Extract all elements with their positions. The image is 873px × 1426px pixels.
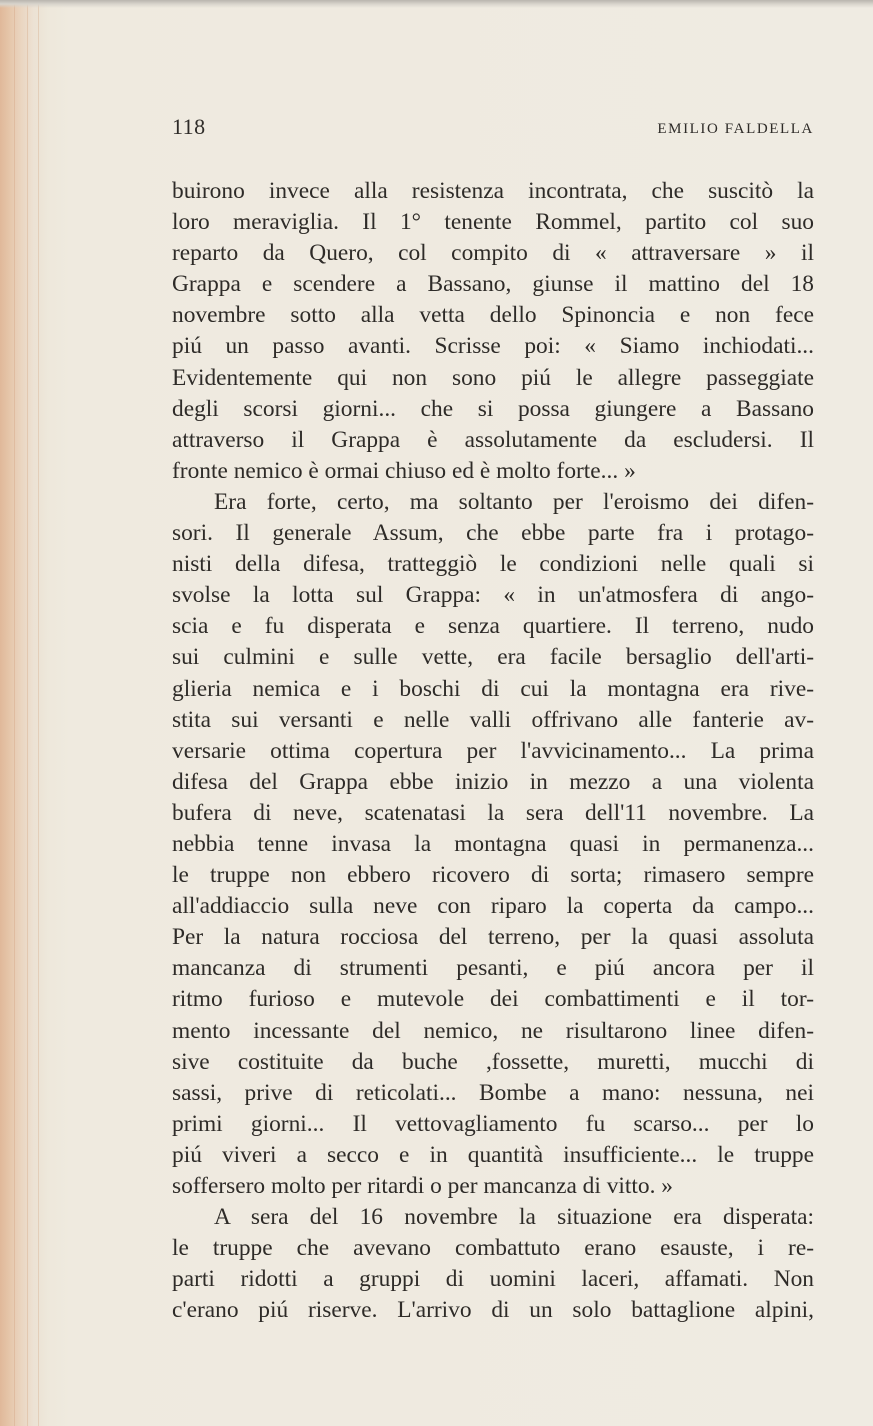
page-gutter-shadow: [0, 0, 48, 1426]
text-line: A sera del 16 novembre la situazione era disperata:: [214, 1204, 814, 1231]
text-line: difesa del Grappa ebbe inizio in mezzo a una violenta: [172, 768, 814, 795]
text-line: degli scorsi giorni... che si possa giungere a Bassano: [172, 395, 814, 422]
text-line: Per la natura rocciosa del terreno, per la quasi assoluta: [172, 924, 814, 951]
text-line: bufera di neve, scatenatasi la sera dell'11 novembre. La: [172, 799, 814, 826]
text-line: fronte nemico è ormai chiuso ed è molto forte... »: [172, 457, 636, 484]
text-line: buirono invece alla resistenza incontrata, che suscitò la: [172, 178, 814, 204]
page-number: 118: [172, 114, 206, 139]
body-text: [172, 176, 814, 1326]
text-line: mento incessante del nemico, ne risultarono linee difen-: [172, 1017, 814, 1044]
text-line: Evidentemente qui non sono piú le allegre passeggiate: [172, 364, 814, 391]
text-line: scia e fu disperata e senza quartiere. Il terreno, nudo: [172, 613, 814, 640]
text-line: parti ridotti a gruppi di uomini laceri, affamati. Non: [172, 1266, 814, 1293]
text-line: soffersero molto per ritardi o per mancanza di vitto. »: [172, 1173, 674, 1199]
text-line: c'erano piú riserve. L'arrivo di un solo battaglione alpini,: [172, 1297, 814, 1324]
page-top-edge: [0, 0, 873, 8]
running-head-author: EMILIO FALDELLA: [657, 121, 814, 137]
text-line: all'addiaccio sulla neve con riparo la coperta da campo...: [172, 893, 814, 920]
text-line: reparto da Quero, col compito di « attraversare » il: [172, 240, 814, 267]
gutter-line: [27, 0, 28, 1426]
text-line: svolse la lotta sul Grappa: « in un'atmosfera di ango-: [172, 582, 814, 609]
text-line: stita sui versanti e nelle valli offrivano alle fanterie av-: [172, 706, 814, 733]
text-line: attraverso il Grappa è assolutamente da escludersi. Il: [172, 426, 814, 453]
text-line: versarie ottima copertura per l'avvicinamento... La prima: [172, 737, 814, 764]
text-line: le truppe non ebbero ricovero di sorta; rimasero sempre: [172, 862, 814, 889]
running-head: [172, 112, 814, 142]
text-line: piú viveri a secco e in quantità insufficiente... le truppe: [172, 1141, 814, 1168]
gutter-line: [14, 0, 15, 1426]
text-line: sassi, prive di reticolati... Bombe a mano: nessuna, nei: [172, 1079, 814, 1106]
text-line: sive costituite da buche ,fossette, muretti, mucchi di: [172, 1048, 814, 1075]
text-line: sui culmini e sulle vette, era facile bersaglio dell'arti-: [172, 644, 814, 671]
text-line: primi giorni... Il vettovagliamento fu scarso... per lo: [172, 1110, 814, 1137]
text-line: novembre sotto alla vetta dello Spinoncia e non fece: [172, 302, 814, 329]
text-line: le truppe che avevano combattuto erano esauste, i re-: [172, 1235, 814, 1262]
text-line: sori. Il generale Assum, che ebbe parte fra i protago-: [172, 520, 814, 547]
text-line: nisti della difesa, tratteggiò le condizioni nelle quali si: [172, 551, 814, 578]
text-line: mancanza di strumenti pesanti, e piú ancora per il: [172, 955, 814, 982]
gutter-line: [38, 0, 39, 1426]
text-line: ritmo furioso e mutevole dei combattimenti e il tor-: [172, 986, 814, 1013]
text-line: Era forte, certo, ma soltanto per l'eroismo dei difen-: [214, 488, 814, 515]
text-line: glieria nemica e i boschi di cui la montagna era rive-: [172, 675, 814, 702]
text-line: nebbia tenne invasa la montagna quasi in permanenza...: [172, 830, 814, 857]
text-line: Grappa e scendere a Bassano, giunse il mattino del 18: [172, 271, 814, 298]
text-line: loro meraviglia. Il 1° tenente Rommel, partito col suo: [172, 209, 814, 236]
text-line: piú un passo avanti. Scrisse poi: « Siamo inchiodati...: [172, 333, 814, 360]
